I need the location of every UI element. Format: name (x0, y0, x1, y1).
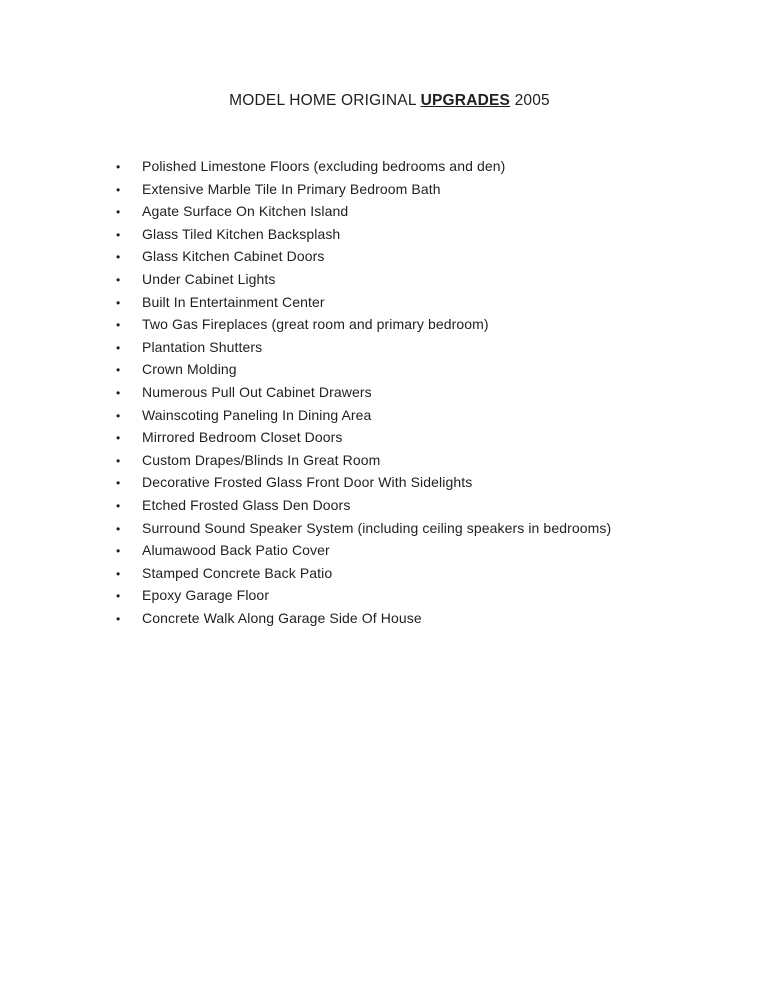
bullet-icon: • (116, 544, 121, 559)
list-item-text: Alumawood Back Patio Cover (142, 542, 330, 559)
bullet-icon: • (116, 408, 121, 423)
page-title-suffix: 2005 (510, 92, 550, 109)
upgrades-list (112, 155, 739, 629)
list-item-text: Concrete Walk Along Garage Side Of House (142, 609, 422, 626)
list-item-text: Mirrored Bedroom Closet Doors (142, 429, 343, 446)
bullet-icon: • (116, 340, 121, 355)
list-item (112, 358, 739, 381)
bullet-icon: • (116, 272, 121, 287)
list-item (112, 449, 739, 472)
list-item (112, 336, 739, 359)
bullet-icon: • (116, 182, 121, 197)
list-item (112, 155, 739, 178)
list-item (112, 178, 739, 201)
list-item-text: Two Gas Fireplaces (great room and primary bedroom) (142, 316, 489, 333)
bullet-icon: • (116, 205, 121, 220)
list-item (112, 426, 739, 449)
list-item-text: Custom Drapes/Blinds In Great Room (142, 451, 381, 468)
list-item-text: Stamped Concrete Back Patio (142, 564, 333, 581)
list-item-text: Under Cabinet Lights (142, 270, 276, 287)
list-item (112, 471, 739, 494)
list-item-text: Wainscoting Paneling In Dining Area (142, 406, 372, 423)
bullet-icon: • (116, 227, 121, 242)
bullet-icon: • (116, 589, 121, 604)
bullet-icon: • (116, 521, 121, 536)
bullet-icon: • (116, 250, 121, 265)
list-item (112, 381, 739, 404)
list-item-text: Plantation Shutters (142, 338, 263, 355)
bullet-icon: • (116, 476, 121, 491)
list-item-text: Glass Kitchen Cabinet Doors (142, 248, 325, 265)
bullet-icon: • (116, 453, 121, 468)
bullet-icon: • (116, 566, 121, 581)
list-item-text: Crown Molding (142, 361, 237, 378)
list-item-text: Epoxy Garage Floor (142, 587, 270, 604)
list-item-text: Polished Limestone Floors (excluding bedrooms and den) (142, 158, 506, 174)
bullet-icon: • (116, 363, 121, 378)
list-item (112, 607, 739, 630)
bullet-icon: • (116, 431, 121, 446)
list-item-text: Numerous Pull Out Cabinet Drawers (142, 383, 372, 400)
list-item-text: Etched Frosted Glass Den Doors (142, 496, 351, 513)
list-item (112, 562, 739, 585)
list-item (112, 584, 739, 607)
list-item (112, 200, 739, 223)
list-item (112, 223, 739, 246)
list-item-text: Agate Surface On Kitchen Island (142, 203, 349, 220)
list-item-text: Extensive Marble Tile In Primary Bedroom Bath (142, 180, 441, 197)
bullet-icon: • (116, 611, 121, 626)
list-item (112, 517, 739, 540)
list-item-text: Decorative Frosted Glass Front Door With Sidelights (142, 474, 473, 491)
list-item (112, 539, 739, 562)
list-item-text: Surround Sound Speaker System (including ceiling speakers in bedrooms) (142, 519, 612, 536)
list-item (112, 494, 739, 517)
bullet-icon: • (116, 295, 121, 310)
page-title-prefix: MODEL HOME ORIGINAL (229, 92, 421, 109)
list-item (112, 268, 739, 291)
list-item-text: Built In Entertainment Center (142, 293, 325, 310)
page-title (0, 92, 779, 110)
list-item (112, 404, 739, 427)
list-item (112, 291, 739, 314)
list-item (112, 245, 739, 268)
page-title-emphasis: UPGRADES (420, 92, 511, 109)
bullet-icon: • (116, 160, 121, 174)
list-item-text: Glass Tiled Kitchen Backsplash (142, 225, 341, 242)
bullet-icon: • (116, 498, 121, 513)
bullet-icon: • (116, 385, 121, 400)
list-item (112, 313, 739, 336)
bullet-icon: • (116, 318, 121, 333)
